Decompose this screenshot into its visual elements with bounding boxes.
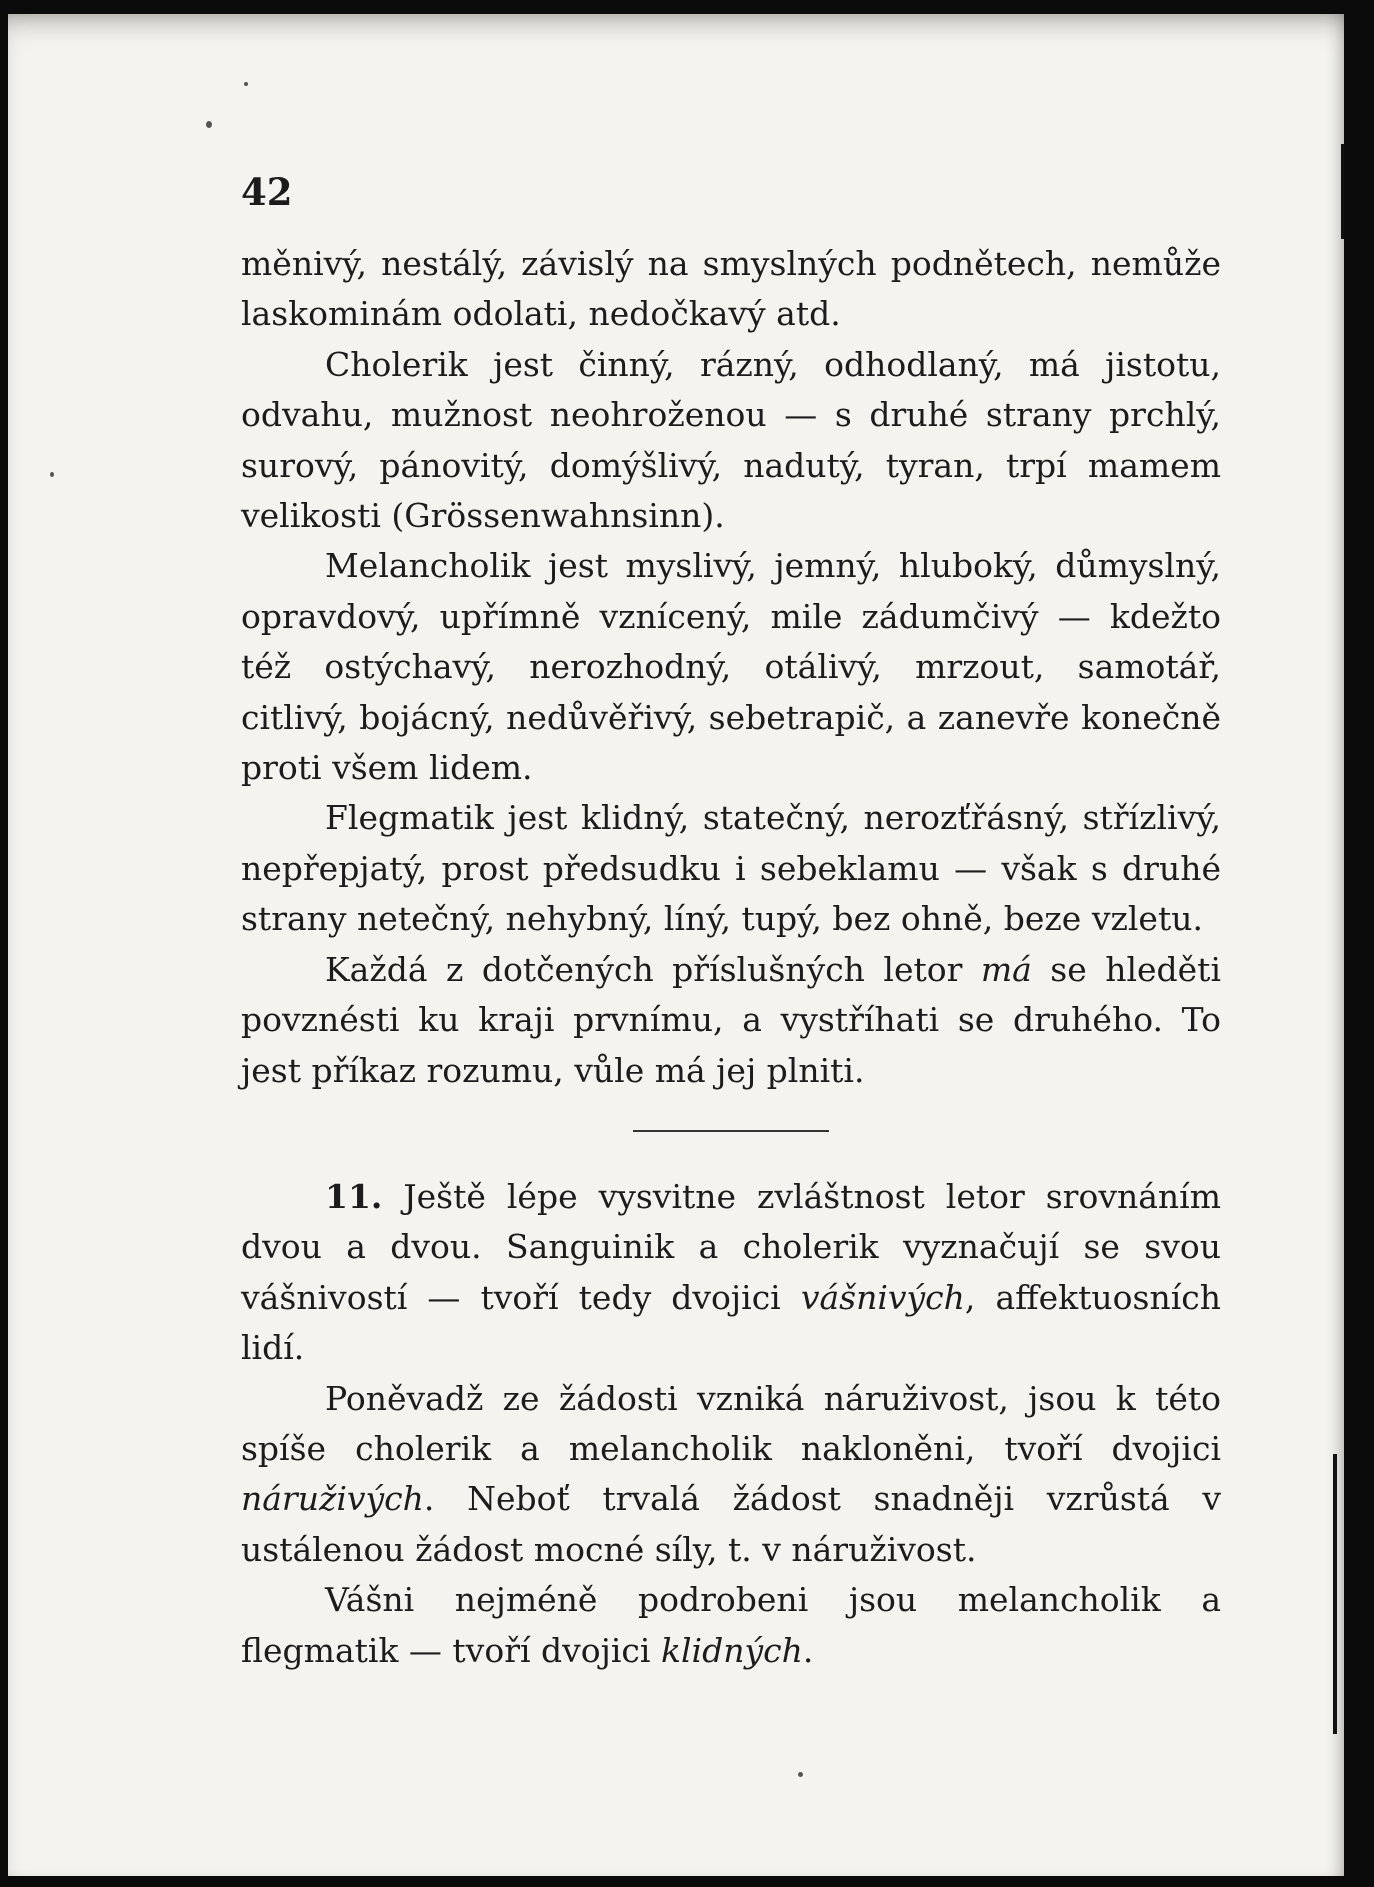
text-run: Každá z dotčených příslušných letor <box>325 949 981 989</box>
emphasis-text: klidných <box>660 1630 803 1670</box>
paragraph-flegmatik: Flegmatik jest klidný, statečný, nerozťřásný, střízlivý, nepřepjatý, prost předsudku i sebeklamu — však s druhé strany netečný, nehybný, líný, tupý, bez ohně, beze vzletu. <box>241 798 1221 939</box>
paragraph-melancholik: Melancholik jest myslivý, jemný, hluboký, důmyslný, opravdový, upřímně vznícený, mile zádumčivý — kdežto též ostýchavý, nerozhodný, otálivý, mrzout, samotář, citlivý, bojácný, nedůvěřivý, sebetrapič, a zanevře konečně proti všem lidem. <box>241 546 1221 788</box>
paragraph-letory-conclusion <box>241 945 1221 1096</box>
book-page <box>8 14 1344 1876</box>
paper-speck <box>206 121 212 128</box>
paragraph-klidni <box>241 1575 1221 1676</box>
text-run: se hleděti povznésti ku kraji prvnímu, a vystříhati se druhého. To jest příkaz rozumu, vůle má jej plniti. <box>241 949 1221 1090</box>
page-number: 42 <box>241 170 293 214</box>
page-edge-mark <box>1341 144 1344 239</box>
text-run: . <box>802 1630 814 1670</box>
page-edge-mark <box>1333 1454 1337 1734</box>
text-run: Vášni nejméně podrobeni jsou melancholik a flegmatik — tvoří dvojici <box>241 1580 1221 1670</box>
emphasis-text: vášnivých <box>800 1277 965 1317</box>
section-number: 11. <box>325 1176 383 1216</box>
paper-speck <box>244 82 248 86</box>
paragraph-naruzivost <box>241 1374 1221 1576</box>
text-run: . Neboť trvalá žádost snadněji vzrůstá v ustálenou žádost mocné síly, t. v náruživost. <box>241 1479 1221 1569</box>
emphasis-text: má <box>980 949 1032 989</box>
text-run: Poněvadž ze žádosti vzniká náruživost, jsou k této spíše cholerik a melancholik nakloněni, tvoří dvojici <box>241 1378 1221 1468</box>
paper-speck <box>798 1772 803 1777</box>
paper-speck <box>50 472 54 477</box>
section-divider <box>633 1130 829 1132</box>
page-body <box>241 239 1221 1676</box>
text-run: , affektuosních lidí. <box>241 1277 1221 1368</box>
paragraph-continuation: měnivý, nestálý, závislý na smyslných podnětech, nemůže laskominám odolati, nedočkavý atd. <box>241 244 1221 334</box>
paragraph-section-11 <box>241 1172 1221 1374</box>
text-run: Ještě lépe vysvitne zvláštnost letor srovnáním dvou a dvou. Sanguinik a cholerik vyznačují se svou vášnivostí — tvoří tedy dvojici <box>241 1176 1221 1317</box>
emphasis-text: náruživých <box>241 1479 424 1519</box>
paragraph-cholerik: Cholerik jest činný, rázný, odhodlaný, má jistotu, odvahu, mužnost neohroženou — s druhé strany prchlý, surový, pánovitý, domýšlivý, nadutý, tyran, trpí mamem velikosti (Grössenwahnsinn). <box>241 344 1221 536</box>
